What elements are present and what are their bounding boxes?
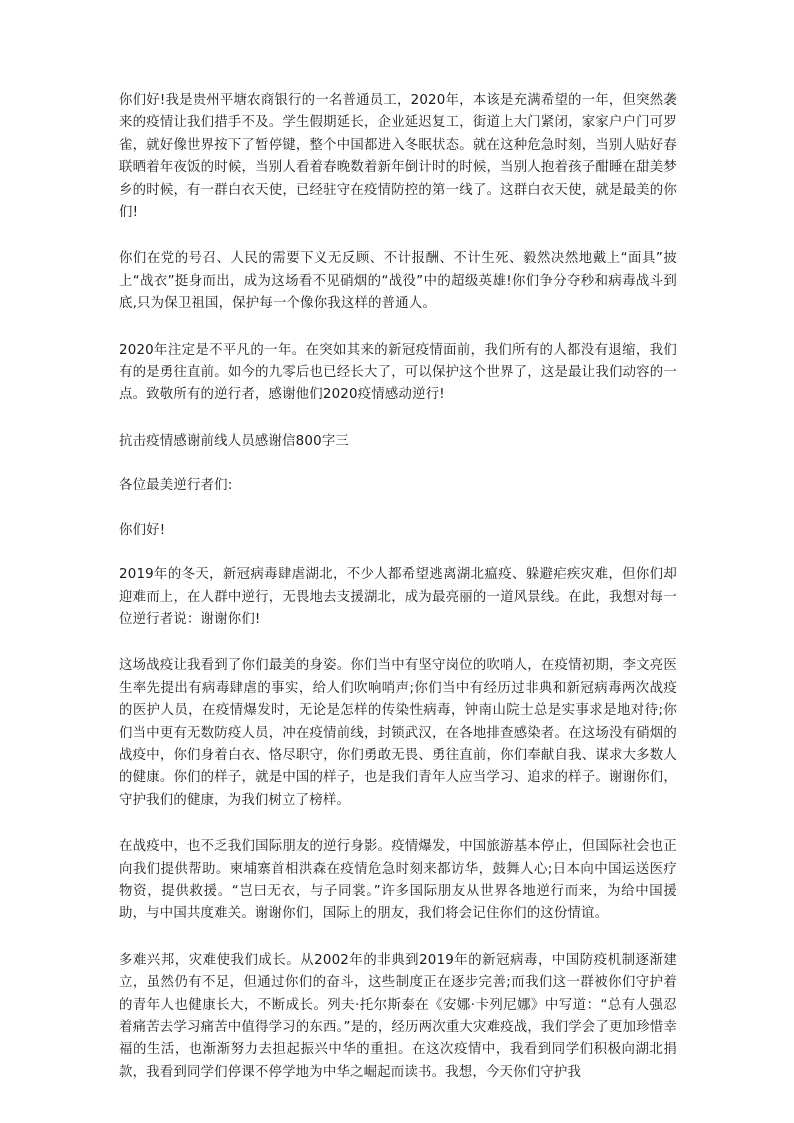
paragraph-frontline: 这场战疫让我看到了你们最美的身姿。你们当中有坚守岗位的吹哨人，在疫情初期，李文亮医生率先提出有病毒肆虐的事实，给人们吹响哨声;你们当中有经历过非典和新冠病毒两次战疫的医护人员，在疫情爆发时，无论是怎样的传染性病毒，钟南山院士总是实事求是地对待;你们当中更有无数防疫人员，冲在疫情前线，封锁武汉，在各地排查感染者。在这场没有硝烟的战疫中，你们身着白衣、恪尽职守，你们勇敢无畏、勇往直前，你们奉献自我、谋求大多数人的健康。你们的样子，就是中国的样子，也是我们青年人应当学习、追求的样子。谢谢你们，守护我们的健康，为我们树立了榜样。 (119, 658, 677, 808)
document-body (119, 90, 677, 1108)
paragraph-winter-2019: 2019年的冬天，新冠病毒肆虐湖北，不少人都希望逃离湖北瘟疫、躲避疟疾灾难，但你们却迎难而上，在人群中逆行，无畏地去支援湖北，成为最亮丽的一道风景线。在此，我想对每一位逆行者说：谢谢你们! (119, 567, 677, 627)
paragraph-intro: 你们好!我是贵州平塘农商银行的一名普通员工，2020年，本该是充满希望的一年，但突然袭来的疫情让我们措手不及。学生假期延长，企业延迟复工，街道上大门紧闭，家家户户门可罗雀，就好像世界按下了暂停键，整个中国都进入冬眠状态。就在这种危急时刻，当别人贴好春联晒着年夜饭的时候，当别人看着春晚数着新年倒计时的时候，当别人抱着孩子酣睡在甜美梦乡的时候，有一群白衣天使，已经驻守在疫情防控的第一线了。这群白衣天使，就是最美的你们! (119, 93, 677, 221)
section-heading: 抗击疫情感谢前线人员感谢信800字三 (119, 433, 350, 449)
paragraph-heroes: 你们在党的号召、人民的需要下义无反顾、不计报酬、不计生死、毅然决然地戴上“面具”披上“战衣”挺身而出，成为这场看不见硝烟的“战役”中的超级英雄!你们争分夺秒和病毒战斗到底,只为保卫祖国，保护每一个像你我这样的普通人。 (119, 251, 677, 312)
paragraph-international: 在战疫中，也不乏我们国际朋友的逆行身影。疫情爆发，中国旅游基本停止，但国际社会也正向我们提供帮助。柬埔寨首相洪森在疫情危急时刻来都访华，鼓舞人心;日本向中国运送医疗物资，提供救援。“岂曰无衣，与子同裳。”许多国际朋友从世界各地逆行而来，为给中国援助，与中国共度难关。谢谢你们，国际上的朋友，我们将会记住你们的这份情谊。 (119, 839, 677, 922)
paragraph-growth: 多难兴邦，灾难使我们成长。从2002年的非典到2019年的新冠病毒，中国防疫机制逐渐建立，虽然仍有不足，但通过你们的奋斗，这些制度正在逐步完善;而我们这一群被你们守护着的青年人也健康长大，不断成长。列夫·托尔斯泰在《安娜·卡列尼娜》中写道：“总有人强忍着痛苦去学习痛苦中值得学习的东西。”是的，经历两次重大灾难疫战，我们学会了更加珍惜幸福的生活，也渐渐努力去担起振兴中华的重担。在这次疫情中，我看到同学们积极向湖北捐款，我看到同学们停课不停学地为中华之崛起而读书。我想，今天你们守护我 (119, 952, 677, 1080)
letter-salutation: 各位最美逆行者们: (119, 478, 233, 494)
letter-greeting: 你们好! (119, 522, 166, 538)
paragraph-2020: 2020年注定是不平凡的一年。在突如其来的新冠疫情面前，我们所有的人都没有退缩，我们有的是勇往直前。如今的九零后也已经长大了，可以保护这个世界了，这是最让我们动容的一点。致敬所有的逆行者，感谢他们2020疫情感动逆行! (119, 342, 677, 403)
